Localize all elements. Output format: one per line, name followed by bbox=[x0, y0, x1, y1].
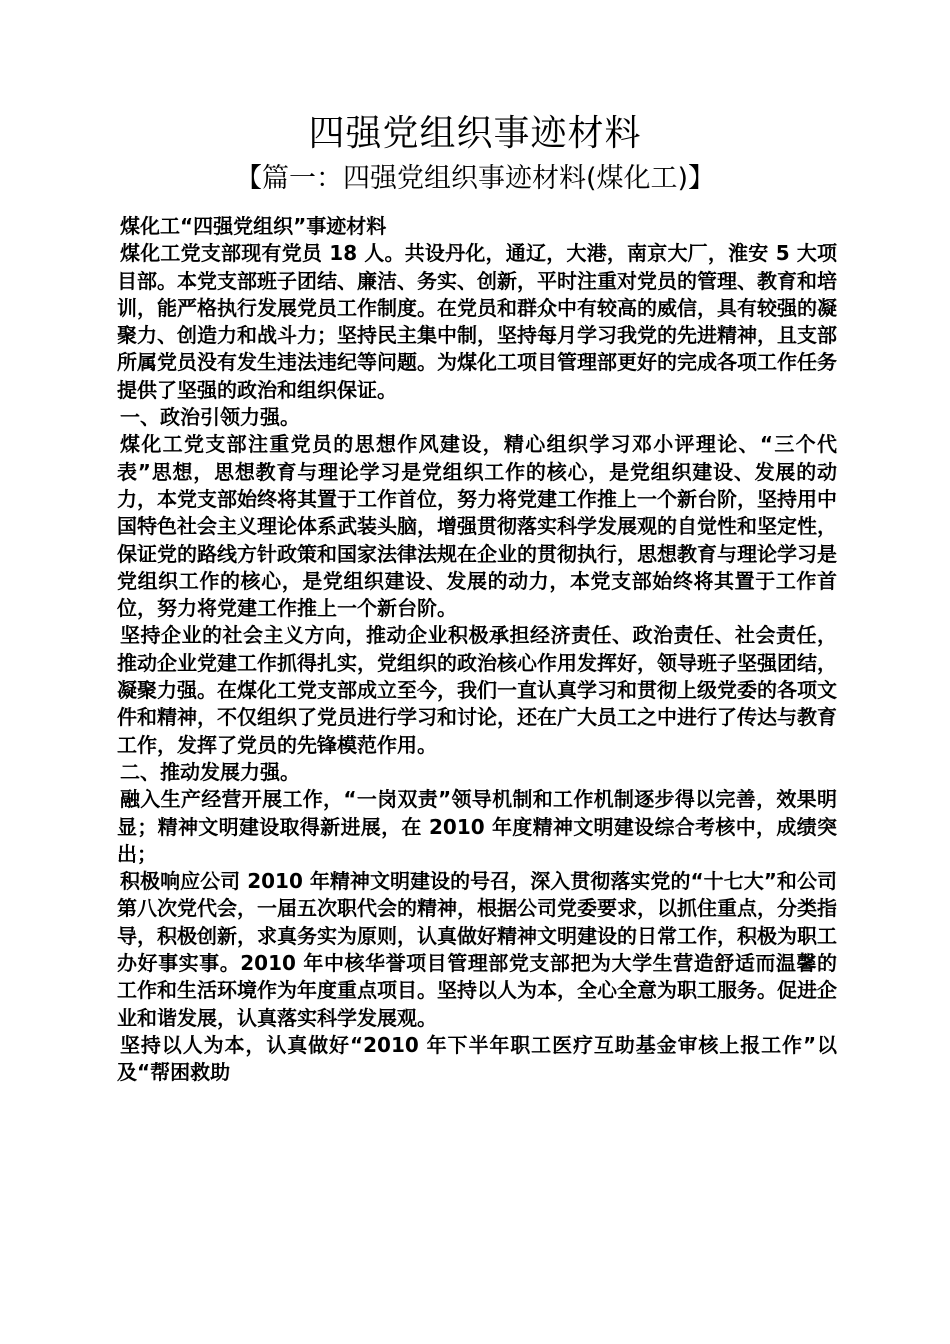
body-paragraph: 煤化工党支部现有党员 18 人。共设丹化，通辽，大港，南京大厂，淮安 5 大项目部。本党支部班子团结、廉洁、务实、创新，平时注重对党员的管理、教育和培训，能严格执行发展党员工作制度。在党员和群众中有较高的威信，具有较强的凝聚力、创造力和战斗力；坚持民主集中制，坚持每月学习我党的先进精神，且支部所属党员没有发生违法违纪等问题。为煤化工项目管理部更好的完成各项工作任务提供了坚强的政治和组织保证。 bbox=[117, 241, 837, 402]
document-title: 四强党组织事迹材料 bbox=[308, 113, 642, 154]
document-subtitle: 【篇一：四强党组织事迹材料(煤化工)】 bbox=[234, 163, 716, 194]
body-paragraph: 坚持以人为本，认真做好“2010 年下半年职工医疗互助基金审核上报工作”以及“帮困救助 bbox=[117, 1032, 837, 1085]
body-paragraph: 坚持企业的社会主义方向，推动企业积极承担经济责任、政治责任、社会责任，推动企业党建工作抓得扎实，党组织的政治核心作用发挥好，领导班子坚强团结，凝聚力强。在煤化工党支部成立至今，我们一直认真学习和贯彻上级党委的各项文件和精神，不仅组织了党员进行学习和讨论，还在广大员工之中进行了传达与教育工作，发挥了党员的先锋模范作用。 bbox=[117, 623, 837, 757]
body-paragraph: 融入生产经营开展工作，“一岗双责”领导机制和工作机制逐步得以完善，效果明显；精神文明建设取得新进展，在 2010 年度精神文明建设综合考核中，成绩突出； bbox=[117, 787, 837, 866]
section-heading: 一、政治引领力强。 bbox=[120, 405, 300, 430]
body-paragraph: 煤化工党支部注重党员的思想作风建设，精心组织学习邓小评理论、“三个代表”思想，思想教育与理论学习是党组织工作的核心，是党组织建设、发展的动力，本党支部始终将其置于工作首位，努力将党建工作推上一个新台阶，坚持用中国特色社会主义理论体系武装头脑，增强贯彻落实科学发展观的自觉性和坚定性，保证党的路线方针政策和国家法律法规在企业的贯彻执行，思想教育与理论学习是党组织工作的核心，是党组织建设、发展的动力，本党支部始终将其置于工作首位，努力将党建工作推上一个新台阶。 bbox=[117, 432, 837, 621]
body-paragraph: 积极响应公司 2010 年精神文明建设的号召，深入贯彻落实党的“十七大”和公司第八次党代会，一届五次职代会的精神，根据公司党委要求，以抓住重点，分类指导，积极创新，求真务实为原则，认真做好精神文明建设的日常工作，积极为职工办好事实事。2010 年中核华誉项目管理部党支部把为大学生营造舒适而温馨的工作和生活环境作为年度重点项目。坚持以人为本，全心全意为职工服务。促进企业和谐发展，认真落实科学发展观。 bbox=[117, 869, 837, 1030]
document-body bbox=[117, 213, 837, 1087]
section-heading: 二、推动发展力强。 bbox=[120, 759, 300, 784]
section-heading: 煤化工“四强党组织”事迹材料 bbox=[120, 214, 387, 238]
